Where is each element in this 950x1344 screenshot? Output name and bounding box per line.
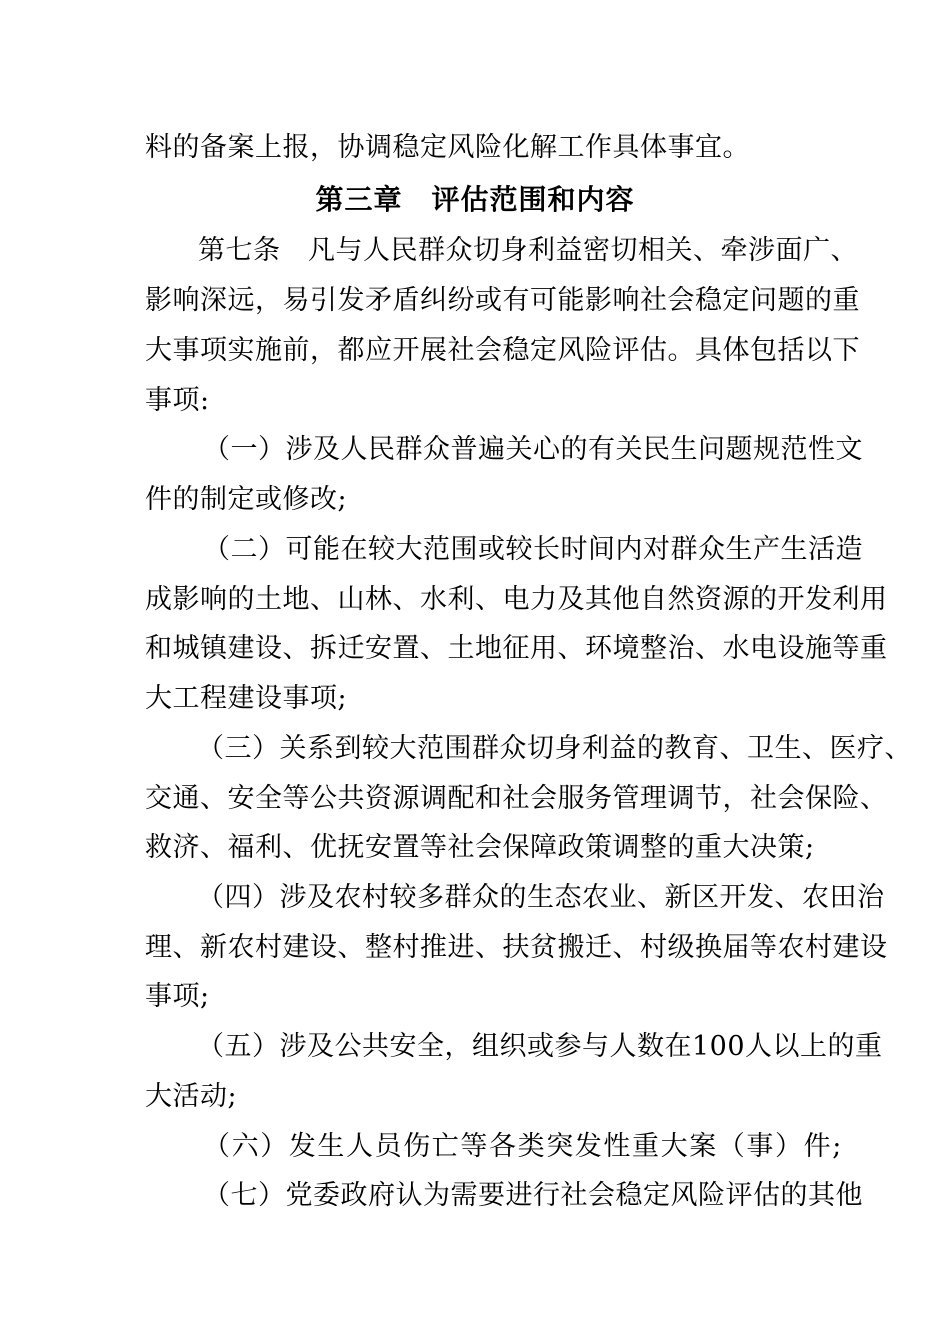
article-7-line: 事项: xyxy=(145,385,210,416)
list-item-line: （六）发生人员伤亡等各类突发性重大案（事）件; xyxy=(203,1131,843,1162)
article-7-line: 影响深远，易引发矛盾纠纷或有可能影响社会稳定问题的重 xyxy=(145,285,860,316)
list-item-line: 理、新农村建设、整村推进、扶贫搬迁、村级换届等农村建设 xyxy=(145,932,888,963)
article-7-line: 第七条 凡与人民群众切身利益密切相关、牵涉面广、 xyxy=(198,235,858,266)
continuation-line: 料的备案上报，协调稳定风险化解工作具体事宜。 xyxy=(145,132,750,163)
chapter-heading: 第三章 评估范围和内容 xyxy=(315,183,635,216)
list-item-line: （三）关系到较大范围群众切身利益的教育、卫生、医疗、 xyxy=(197,733,912,764)
list-item-line: 大活动; xyxy=(145,1081,238,1112)
list-item-line: 交通、安全等公共资源调配和社会服务管理调节，社会保险、 xyxy=(145,783,888,814)
list-item-line: 救济、福利、优抚安置等社会保障政策调整的重大决策; xyxy=(145,832,815,863)
list-item-line: （七）党委政府认为需要进行社会稳定风险评估的其他 xyxy=(203,1180,863,1211)
list-item-line: 大工程建设事项; xyxy=(145,683,348,714)
article-7-line: 大事项实施前，都应开展社会稳定风险评估。具体包括以下 xyxy=(145,335,860,366)
list-item-line: （四）涉及农村较多群众的生态农业、新区开发、农田治 xyxy=(197,882,885,913)
list-item-line: （一）涉及人民群众普遍关心的有关民生问题规范性文 xyxy=(203,434,863,465)
list-item-line: （五）涉及公共安全，组织或参与人数在100人以上的重 xyxy=(197,1031,883,1062)
list-item-line: 件的制定或修改; xyxy=(145,484,348,515)
list-item-line: 成影响的土地、山林、水利、电力及其他自然资源的开发利用 xyxy=(145,584,888,615)
list-item-line: 和城镇建设、拆迁安置、土地征用、环境整治、水电设施等重 xyxy=(145,633,888,664)
list-item-line: （二）可能在较大范围或较长时间内对群众生产生活造 xyxy=(203,534,863,565)
list-item-line: 事项; xyxy=(145,981,210,1012)
